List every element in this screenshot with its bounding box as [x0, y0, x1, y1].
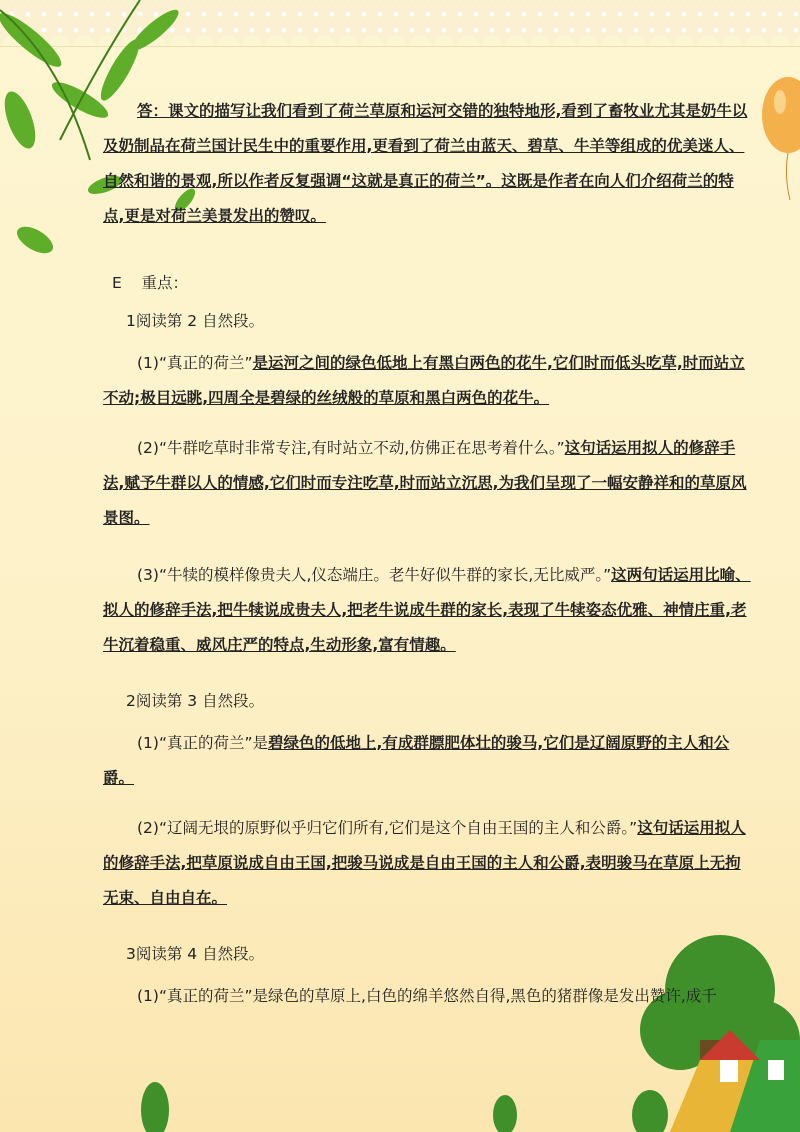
item-analysis: 这两句话运用比喻、拟人的修辞手法,把牛犊说成贵夫人,把老牛说成牛群的家长,表现了牛犊姿态优雅、神情庄重,老牛沉着稳重、威风庄严的特点,生动形象,富有情趣。 [103, 566, 751, 654]
balloon-decoration [758, 70, 800, 200]
list-item [103, 346, 753, 416]
key-points-marker: E [112, 274, 122, 292]
answer-text: 课文的描写让我们看到了荷兰草原和运河交错的独特地形,看到了畜牧业尤其是奶牛以及奶制品在荷兰国计民生中的重要作用,更看到了荷兰由蓝天、碧草、牛羊等组成的优美迷人、自然和谐的景观,所以作者反复强调“这就是真正的荷兰”。这既是作者在向人们介绍荷兰的特点,更是对荷兰美景发出的赞叹。 [103, 102, 748, 225]
item-number: (2) [137, 819, 159, 837]
item-analysis: 这句话运用拟人的修辞手法,把草原说成自由王国,把骏马说成是自由王国的主人和公爵,表明骏马在草原上无拘无束、自由自在。 [103, 819, 746, 907]
key-points-label: 重点： [141, 274, 189, 292]
list-item [103, 431, 753, 536]
item-number: (1) [137, 354, 159, 372]
item-number: (2) [137, 439, 159, 457]
answer-paragraph [103, 94, 753, 234]
item-analysis: 碧绿色的低地上,有成群膘肥体壮的骏马,它们是辽阔原野的主人和公爵。 [103, 734, 730, 787]
list-item [103, 558, 753, 663]
item-quote: “真正的荷兰”是 [158, 734, 269, 752]
list-item [103, 979, 753, 1014]
item-quote: “辽阔无垠的原野似乎归它们所有,它们是这个自由王国的主人和公爵。” [158, 819, 638, 837]
item-analysis: 是运河之间的绿色低地上有黑白两色的花牛,它们时而低头吃草,时而站立不动;极目远眺,四周全是碧绿的丝绒般的草原和黑白两色的花牛。 [103, 354, 745, 407]
trees-and-house-decoration [0, 920, 800, 1132]
item-analysis: 这句话运用拟人的修辞手法,赋予牛群以人的情感,它们时而专注吃草,时而站立沉思,为我们呈现了一幅安静祥和的草原风景图。 [103, 439, 747, 527]
item-quote: “真正的荷兰” [158, 354, 253, 372]
list-item [103, 811, 753, 916]
item-number: (1) [137, 987, 159, 1005]
item-number: (1) [137, 734, 159, 752]
list-item [103, 726, 753, 796]
section-heading: 3阅读第 4 自然段。 [126, 945, 265, 963]
item-number: (3) [137, 566, 159, 584]
section-heading: 2阅读第 3 自然段。 [126, 692, 265, 710]
key-points-heading [112, 266, 188, 301]
section-heading: 1阅读第 2 自然段。 [126, 312, 265, 330]
item-quote: “牛群吃草时非常专注,有时站立不动,仿佛正在思考着什么。” [158, 439, 565, 457]
item-quote: “牛犊的模样像贵夫人,仪态端庄。老牛好似牛群的家长,无比威严。” [158, 566, 612, 584]
item-quote: “真正的荷兰”是绿色的草原上,白色的绵羊悠然自得,黑色的猪群像是发出赞许,成千 [158, 987, 717, 1005]
answer-label: 答： [137, 102, 169, 120]
